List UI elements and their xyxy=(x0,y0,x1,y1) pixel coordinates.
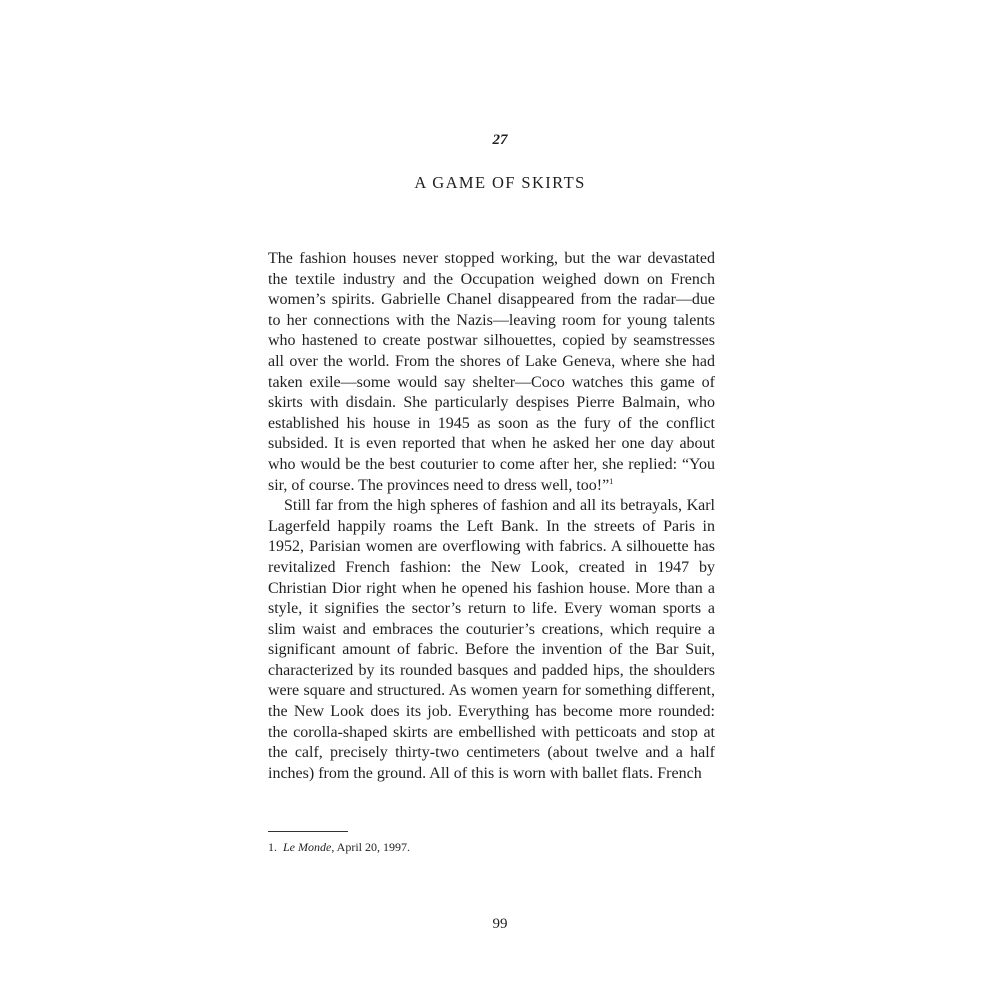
chapter-number: 27 xyxy=(492,132,508,148)
page-number: 99 xyxy=(492,916,508,932)
paragraph xyxy=(268,496,715,784)
footnote-date: , April 20, 1997. xyxy=(331,840,410,854)
paragraph-text: The fashion houses never stopped working, but the war devastated the textile industry and the Occupation weighed down on French women’s spirits. Gabrielle Chanel disappeared from the radar—due to her connections with the Nazis—leaving room for young talents who hastened to create postwar silhouettes, copied by seamstresses all over the world. From the shores of Lake Geneva, where she had taken exile—some would say shelter—Coco watches this game of skirts with disdain. She particularly despises Pierre Balmain, who established his house in 1945 as soon as the fury of the conflict subsided. It is even reported that when he asked her one day about who would be the best couturier to come after her, she replied: “You sir, of course. The provinces need to dress well, too!” xyxy=(268,250,715,494)
paragraph xyxy=(268,249,715,496)
body-text xyxy=(268,249,715,784)
footnote xyxy=(268,839,715,855)
paragraph-text: Still far from the high spheres of fashion and all its betrayals, Karl Lagerfeld happily roams the Left Bank. In the streets of Paris in 1952, Parisian women are overflowing with fabrics. A silhouette has revitalized French fashion: the New Look, created in 1947 by Christian Dior right when he opened his fashion house. More than a style, it signifies the sector’s return to life. Every woman sports a slim waist and embraces the couturier’s creations, which require a significant amount of fabric. Before the invention of the Bar Suit, characterized by its rounded basques and padded hips, the shoulders were square and structured. As women yearn for something different, the New Look does its job. Everything has become more rounded: the corolla-shaped skirts are embellished with petticoats and stop at the calf, precisely thirty-two centimeters (about twelve and a half inches) from the ground. All of this is worn with ballet flats. French xyxy=(268,497,715,782)
footnote-reference: 1 xyxy=(609,476,614,486)
footnote-divider xyxy=(268,831,348,832)
chapter-title: A GAME OF SKIRTS xyxy=(414,173,586,192)
footnote-number: 1. xyxy=(268,840,277,854)
footnote-source: Le Monde xyxy=(283,840,332,854)
